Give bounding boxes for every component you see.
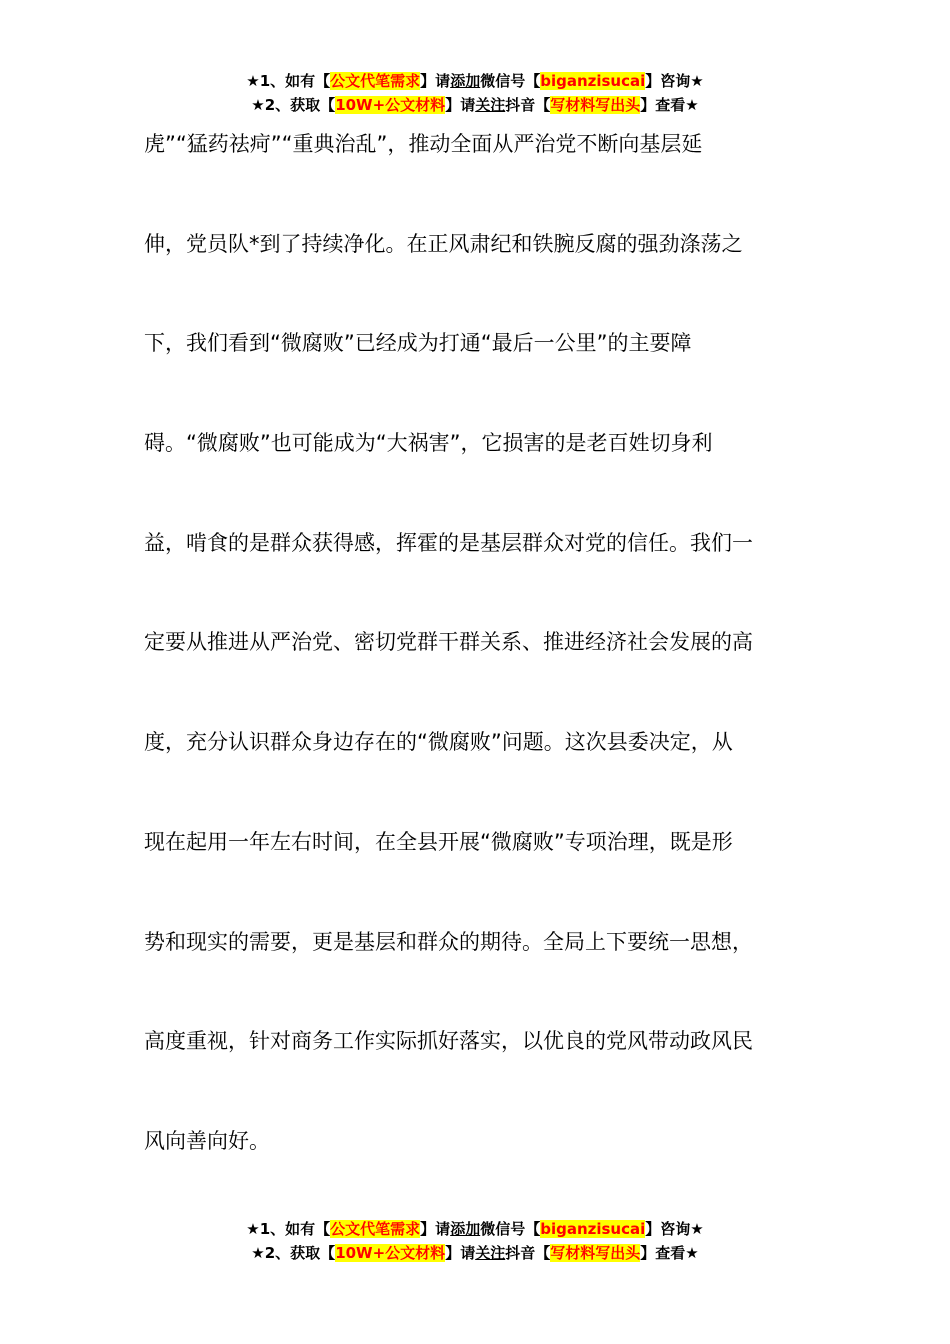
footer-banner (0, 1217, 950, 1265)
underlined-text: 关注 (475, 1244, 506, 1262)
body-line: 碍。“微腐败”也可能成为“大祸害”，它损害的是老百姓切身利 (144, 431, 713, 456)
banner-line-2 (0, 1241, 950, 1265)
banner-text: 】咨询★ (645, 1220, 704, 1238)
highlight-service: 公文代笔需求 (330, 1220, 421, 1238)
highlight-wechat-id: biganzisucai (540, 72, 646, 90)
banner-text: 】咨询★ (645, 72, 704, 90)
banner-text: 微信号【 (480, 1220, 541, 1238)
underlined-text: 添加 (450, 72, 481, 90)
body-line: 虎”“猛药祛疴”“重典治乱”，推动全面从严治党不断向基层延 (144, 132, 703, 156)
body-line: 势和现实的需要，更是基层和群众的期待。全局上下要统一思想， (144, 929, 753, 954)
banner-text: 】请 (420, 72, 451, 90)
banner-text: 抖音【 (505, 1244, 551, 1262)
highlight-douyin-account: 写材料写出头 (550, 1244, 641, 1262)
highlight-materials: 10W+公文材料 (335, 1244, 446, 1262)
body-line: 定要从推进从严治党、密切党群干群关系、推进经济社会发展的高 (144, 630, 753, 655)
body-line: 伸，党员队*到了持续净化。在正风肃纪和铁腕反腐的强劲涤荡之 (144, 231, 743, 256)
banner-text: ★2、获取【 (251, 1244, 336, 1262)
body-line: 下，我们看到“微腐败”已经成为打通“最后一公里”的主要障 (144, 331, 692, 356)
highlight-service: 公文代笔需求 (330, 72, 421, 90)
banner-text: 微信号【 (480, 72, 541, 90)
banner-line-1 (0, 1217, 950, 1241)
banner-text: 】查看★ (640, 1244, 699, 1262)
underlined-text: 关注 (475, 96, 506, 114)
banner-text: 】请 (420, 1220, 451, 1238)
banner-text: ★1、如有【 (246, 1220, 331, 1238)
banner-text: 】查看★ (640, 96, 699, 114)
banner-text: ★1、如有【 (246, 72, 331, 90)
banner-text: ★2、获取【 (251, 96, 336, 114)
banner-text: 】请 (445, 96, 476, 114)
body-line: 现在起用一年左右时间，在全县开展“微腐败”专项治理，既是形 (144, 829, 733, 854)
underlined-text: 添加 (450, 1220, 481, 1238)
highlight-materials: 10W+公文材料 (335, 96, 446, 114)
banner-line-2 (0, 93, 950, 117)
header-banner (0, 69, 950, 117)
highlight-douyin-account: 写材料写出头 (550, 96, 641, 114)
banner-text: 抖音【 (505, 96, 551, 114)
document-body (144, 120, 804, 1217)
banner-line-1 (0, 69, 950, 93)
body-line: 益，啃食的是群众获得感，挥霍的是基层群众对党的信任。我们一 (144, 530, 753, 555)
highlight-wechat-id: biganzisucai (540, 1220, 646, 1238)
body-line: 高度重视，针对商务工作实际抓好落实，以优良的党风带动政风民 (144, 1029, 753, 1054)
body-line: 度，充分认识群众身边存在的“微腐败”问题。这次县委决定，从 (144, 730, 733, 755)
banner-text: 】请 (445, 1244, 476, 1262)
body-line: 风向善向好。 (144, 1128, 270, 1153)
